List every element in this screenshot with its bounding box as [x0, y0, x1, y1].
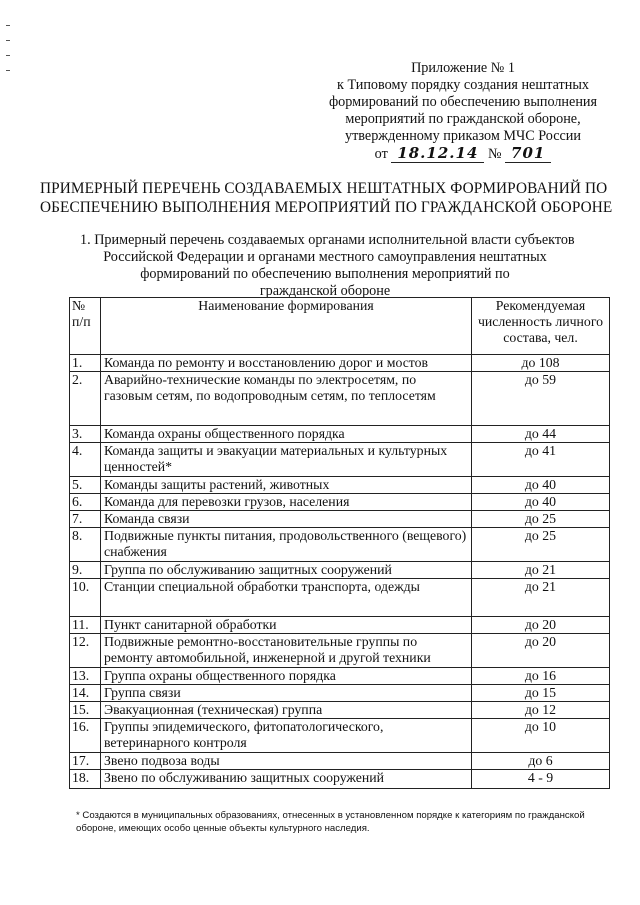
- row-number: 8.: [70, 528, 101, 562]
- row-name: Группа охраны общественного порядка: [101, 668, 472, 685]
- row-number: 14.: [70, 685, 101, 702]
- appendix-line: формирований по обеспечению выполнения: [328, 94, 598, 110]
- table-row: [70, 443, 610, 477]
- appendix-title: Приложение № 1: [411, 60, 515, 76]
- row-number: 12.: [70, 634, 101, 668]
- row-count: до 59: [472, 372, 610, 426]
- section-heading: [80, 232, 575, 300]
- row-number: 11.: [70, 617, 101, 634]
- order-date-line: [318, 145, 608, 163]
- row-name: Пункт санитарной обработки: [101, 617, 472, 634]
- row-name: Команды защиты растений, животных: [101, 477, 472, 494]
- row-name: Команда охраны общественного порядка: [101, 426, 472, 443]
- section-line: гражданской обороне: [259, 283, 391, 299]
- row-number: 6.: [70, 494, 101, 511]
- row-number: 13.: [70, 668, 101, 685]
- row-number: 10.: [70, 579, 101, 617]
- row-number: 9.: [70, 562, 101, 579]
- row-name: Группа по обслуживанию защитных сооружений: [101, 562, 472, 579]
- handwritten-date: 18.12.14: [391, 144, 484, 163]
- table-row: [70, 426, 610, 443]
- header-count: Рекомендуемая численность личного состава, чел.: [472, 298, 610, 355]
- title-line: ПРИМЕРНЫЙ ПЕРЕЧЕНЬ СОЗДАВАЕМЫХ НЕШТАТНЫХ ФОРМИРОВАНИЙ ПО: [40, 180, 608, 197]
- section-line: 1. Примерный перечень создаваемых органами исполнительной власти субъектов: [80, 232, 575, 248]
- row-count: до 20: [472, 617, 610, 634]
- row-name: Команда для перевозки грузов, населения: [101, 494, 472, 511]
- row-count: до 15: [472, 685, 610, 702]
- number-prefix: №: [487, 146, 502, 162]
- row-name: Станции специальной обработки транспорта, одежды: [101, 579, 472, 617]
- row-count: до 25: [472, 511, 610, 528]
- binding-marks: [6, 25, 14, 85]
- row-count: 4 - 9: [472, 770, 610, 789]
- table-row: [70, 702, 610, 719]
- row-name: Команда по ремонту и восстановлению дорог и мостов: [101, 355, 472, 372]
- row-name: Эвакуационная (техническая) группа: [101, 702, 472, 719]
- row-count: до 21: [472, 579, 610, 617]
- row-count: до 20: [472, 634, 610, 668]
- row-name: Группа связи: [101, 685, 472, 702]
- table-row: [70, 355, 610, 372]
- section-line: формирований по обеспечению выполнения мероприятий по: [140, 266, 510, 282]
- row-name: Звено по обслуживанию защитных сооружений: [101, 770, 472, 789]
- row-count: до 12: [472, 702, 610, 719]
- row-count: до 21: [472, 562, 610, 579]
- table-row: [70, 719, 610, 753]
- table-row: [70, 770, 610, 789]
- table-row: [70, 511, 610, 528]
- table-row: [70, 372, 610, 426]
- table-header-row: [70, 298, 610, 355]
- row-number: 2.: [70, 372, 101, 426]
- row-number: 15.: [70, 702, 101, 719]
- row-number: 16.: [70, 719, 101, 753]
- row-number: 7.: [70, 511, 101, 528]
- row-name: Группы эпидемического, фитопатологического, ветеринарного контроля: [101, 719, 472, 753]
- row-count: до 6: [472, 753, 610, 770]
- row-name: Команда защиты и эвакуации материальных и культурных ценностей*: [101, 443, 472, 477]
- row-count: до 10: [472, 719, 610, 753]
- appendix-line: к Типовому порядку создания нештатных: [337, 77, 589, 93]
- table-row: [70, 528, 610, 562]
- header-name: Наименование формирования: [101, 298, 472, 355]
- row-count: до 44: [472, 426, 610, 443]
- header-num: № п/п: [70, 298, 101, 355]
- row-name: Подвижные пункты питания, продовольственного (вещевого) снабжения: [101, 528, 472, 562]
- table-row: [70, 668, 610, 685]
- table-row: [70, 685, 610, 702]
- section-line: Российской Федерации и органами местного самоуправления нештатных: [103, 249, 547, 265]
- row-count: до 16: [472, 668, 610, 685]
- row-count: до 40: [472, 494, 610, 511]
- title-line: ОБЕСПЕЧЕНИЮ ВЫПОЛНЕНИЯ МЕРОПРИЯТИЙ ПО ГРАЖДАНСКОЙ ОБОРОНЕ: [40, 199, 613, 216]
- formations-table: [69, 297, 610, 789]
- table-row: [70, 494, 610, 511]
- row-count: до 40: [472, 477, 610, 494]
- row-count: до 108: [472, 355, 610, 372]
- table-row: [70, 753, 610, 770]
- handwritten-number: 701: [505, 144, 551, 163]
- appendix-line: утвержденному приказом МЧС России: [345, 128, 581, 144]
- row-count: до 25: [472, 528, 610, 562]
- table-row: [70, 477, 610, 494]
- document-title: [40, 179, 613, 217]
- row-number: 1.: [70, 355, 101, 372]
- appendix-line: мероприятий по гражданской обороне,: [345, 111, 581, 127]
- row-number: 3.: [70, 426, 101, 443]
- row-number: 4.: [70, 443, 101, 477]
- row-count: до 41: [472, 443, 610, 477]
- table-row: [70, 562, 610, 579]
- appendix-header: [318, 60, 608, 163]
- table-row: [70, 579, 610, 617]
- row-name: Подвижные ремонтно-восстановительные группы по ремонту автомобильной, инженерной и другой техники: [101, 634, 472, 668]
- row-name: Команда связи: [101, 511, 472, 528]
- row-number: 18.: [70, 770, 101, 789]
- row-number: 5.: [70, 477, 101, 494]
- row-number: 17.: [70, 753, 101, 770]
- row-name: Аварийно-технические команды по электросетям, по газовым сетям, по водопроводным сетям, по теплосетям: [101, 372, 472, 426]
- table-row: [70, 617, 610, 634]
- date-prefix: от: [374, 146, 388, 162]
- footnote: * Создаются в муниципальных образованиях, отнесенных в установленном порядке к категориям по гражданской обороне, имеющих особо ценные объекты культурного наследия.: [76, 810, 585, 834]
- table-row: [70, 634, 610, 668]
- row-name: Звено подвоза воды: [101, 753, 472, 770]
